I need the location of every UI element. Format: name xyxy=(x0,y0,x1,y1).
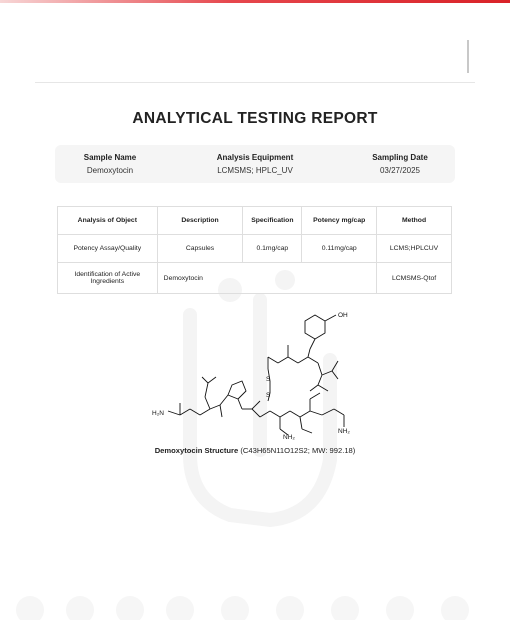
structure-caption-formula: (C43H65N11O12S2; MW: 992.18) xyxy=(238,446,356,455)
column-header: Analysis of Object xyxy=(58,207,158,235)
sample-name-value: Demoxytocin xyxy=(86,166,134,175)
report-title: ANALYTICAL TESTING REPORT xyxy=(132,110,378,127)
sampling-date-block xyxy=(350,153,450,175)
sample-name-label: Sample Name xyxy=(83,153,137,162)
equipment-label: Analysis Equipment xyxy=(216,153,294,162)
column-header: Potency mg/cap xyxy=(302,207,377,235)
table-cell: LCMSMS-Qtof xyxy=(377,263,452,294)
amine-label-asn: NH₂ xyxy=(283,434,295,440)
column-header: Specification xyxy=(243,207,302,235)
sampling-date-label: Sampling Date xyxy=(372,153,428,162)
table-cell: Potency Assay/Quality xyxy=(58,235,158,263)
sample-name-block xyxy=(55,153,165,175)
table-header-row xyxy=(58,207,452,235)
table-cell: LCMS;HPLCUV xyxy=(377,235,452,263)
sulfur-label-2: S xyxy=(266,392,271,399)
hydroxyl-label: OH xyxy=(338,312,348,319)
sulfur-label-1: S xyxy=(266,376,271,383)
amine-label-left: H₂N xyxy=(152,410,164,417)
molecule-structure-diagram xyxy=(150,305,365,440)
table-row xyxy=(58,235,452,263)
table-cell: Demoxytocin xyxy=(157,263,376,294)
sample-info-panel xyxy=(55,145,455,183)
table-cell: 0.11mg/cap xyxy=(302,235,377,263)
equipment-block xyxy=(195,153,315,175)
structure-caption-title: Demoxytocin Structure xyxy=(154,446,239,455)
table-cell: 0.1mg/cap xyxy=(243,235,302,263)
sampling-date-value: 03/27/2025 xyxy=(379,166,421,175)
structure-caption xyxy=(0,446,510,455)
column-header: Method xyxy=(377,207,452,235)
table-cell: Identification of Active Ingredients xyxy=(58,263,158,294)
column-header: Description xyxy=(157,207,243,235)
results-table xyxy=(57,206,452,294)
equipment-value: LCMSMS; HPLC_UV xyxy=(217,166,293,175)
table-row xyxy=(58,263,452,294)
table-cell: Capsules xyxy=(157,235,243,263)
amine-label-gln: NH₂ xyxy=(338,428,350,435)
